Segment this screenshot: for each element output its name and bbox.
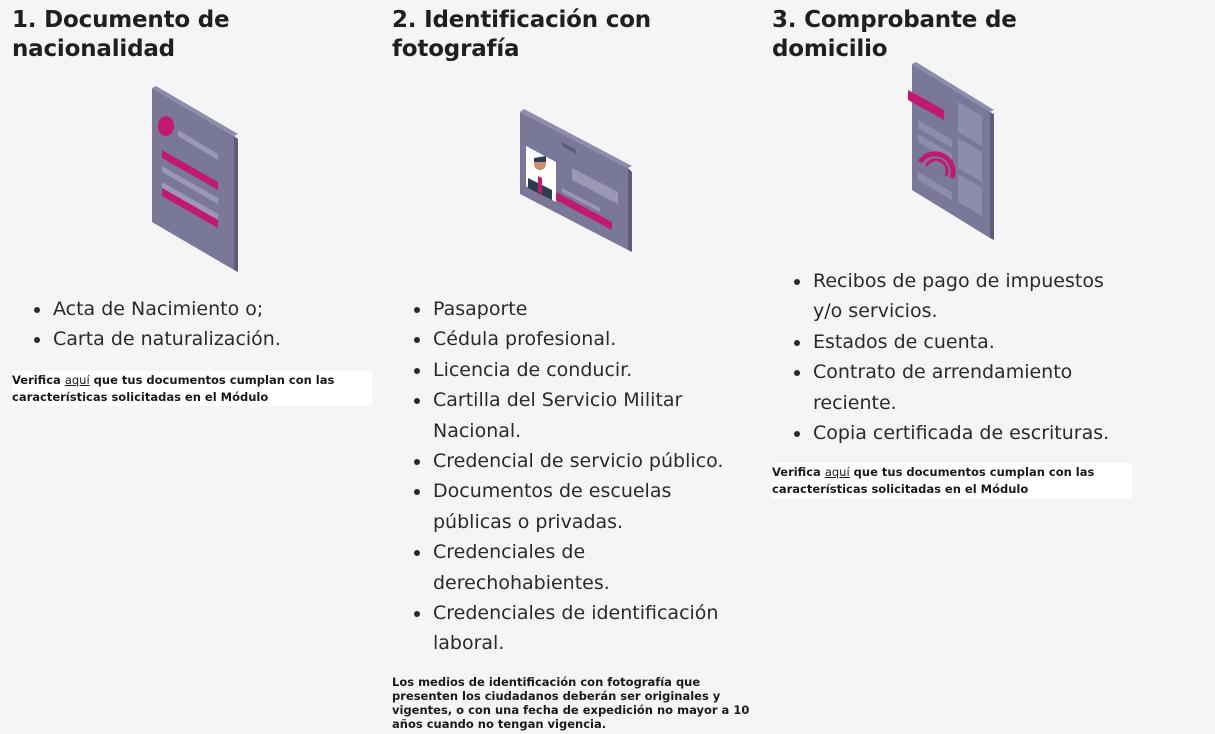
section-nationality-document xyxy=(12,0,372,404)
list-item: Credencial de servicio público. xyxy=(412,446,752,476)
verify-note: Verifica aquí que tus documentos cumplan con las características solicitadas en el Módulo xyxy=(12,371,372,406)
list-item: Recibos de pago de impuestos y/o servicios. xyxy=(792,266,1132,327)
verify-here-link[interactable]: aquí xyxy=(64,373,90,387)
list-item: Carta de naturalización. xyxy=(32,324,372,354)
photo-id-validity-note: Los medios de identificación con fotografía que presenten los ciudadanos deberán ser originales y vigentes, o con una fecha de expedición no mayor a 10 años cuando no tengan vigencia. xyxy=(392,675,750,731)
section-photo-identification xyxy=(392,0,752,731)
list-item: Documentos de escuelas públicas o privadas. xyxy=(412,476,752,537)
list-item: Acta de Nacimiento o; xyxy=(32,294,372,324)
list-item: Cartilla del Servicio Militar Nacional. xyxy=(412,385,752,446)
section-title: 1. Documento de nacionalidad xyxy=(12,7,230,62)
photo-id-card-icon xyxy=(516,106,636,260)
nationality-document-list xyxy=(32,294,372,355)
list-item: Credenciales de derechohabientes. xyxy=(412,537,752,598)
verify-here-link[interactable]: aquí xyxy=(824,465,850,479)
proof-of-address-list xyxy=(792,266,1132,448)
list-item: Copia certificada de escrituras. xyxy=(792,418,1132,448)
list-item: Pasaporte xyxy=(412,294,752,324)
list-item: Credenciales de identificación laboral. xyxy=(412,598,752,659)
verify-note: Verifica aquí que tus documentos cumplan con las características solicitadas en el Módulo xyxy=(772,463,1132,498)
photo-identification-list xyxy=(412,294,752,659)
section-title: 2. Identificación con fotografía xyxy=(392,7,651,62)
nationality-document-icon xyxy=(142,84,252,278)
section-title: 3. Comprobante de domicilio xyxy=(772,7,1017,62)
section-proof-of-address xyxy=(772,0,1132,496)
list-item: Cédula profesional. xyxy=(412,324,752,354)
list-item: Contrato de arrendamiento reciente. xyxy=(792,357,1132,418)
proof-of-address-icon xyxy=(904,62,998,246)
list-item: Licencia de conducir. xyxy=(412,355,752,385)
list-item: Estados de cuenta. xyxy=(792,327,1132,357)
